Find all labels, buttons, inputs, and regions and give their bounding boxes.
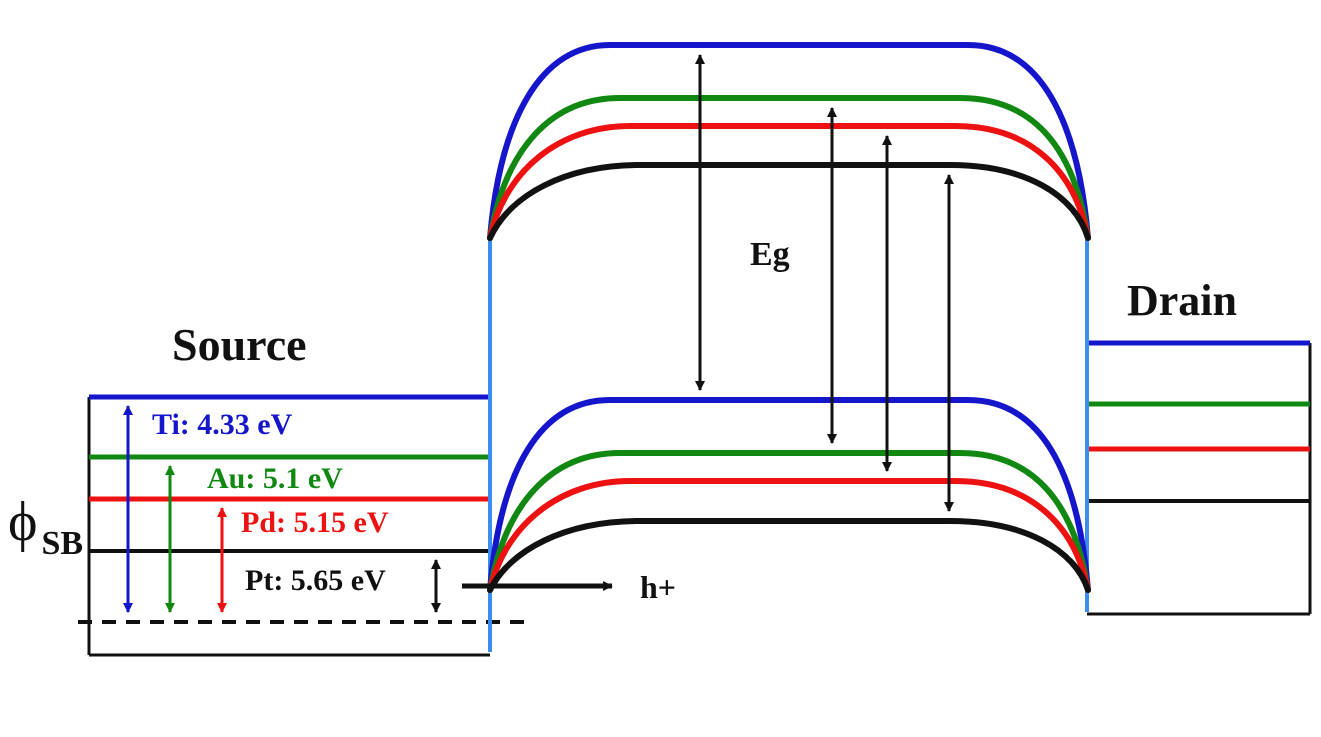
source-label: Source xyxy=(172,319,307,370)
metal-label-pt: Pt: 5.65 eV xyxy=(245,564,386,597)
hole-label: h+ xyxy=(640,569,677,605)
conduction-bands xyxy=(490,45,1088,238)
phi-sub: SB xyxy=(41,525,84,562)
conduction-band-ti xyxy=(490,45,1088,238)
phi-sb-symbol xyxy=(8,491,83,562)
phi-main: ϕ xyxy=(8,491,38,553)
valence-band-pd xyxy=(490,481,1088,590)
metal-label-ti: Ti: 4.33 eV xyxy=(152,408,293,441)
valence-band-ti xyxy=(490,400,1088,590)
drain-label: Drain xyxy=(1127,276,1237,325)
metal-label-au: Au: 5.1 eV xyxy=(207,462,343,495)
eg-label: Eg xyxy=(750,236,790,273)
conduction-band-pd xyxy=(490,126,1088,238)
metal-label-pd: Pd: 5.15 eV xyxy=(241,506,389,539)
drain-region xyxy=(1087,343,1310,614)
valence-band-pt xyxy=(490,521,1088,590)
valence-bands xyxy=(490,400,1088,590)
conduction-band-pt xyxy=(490,165,1088,238)
